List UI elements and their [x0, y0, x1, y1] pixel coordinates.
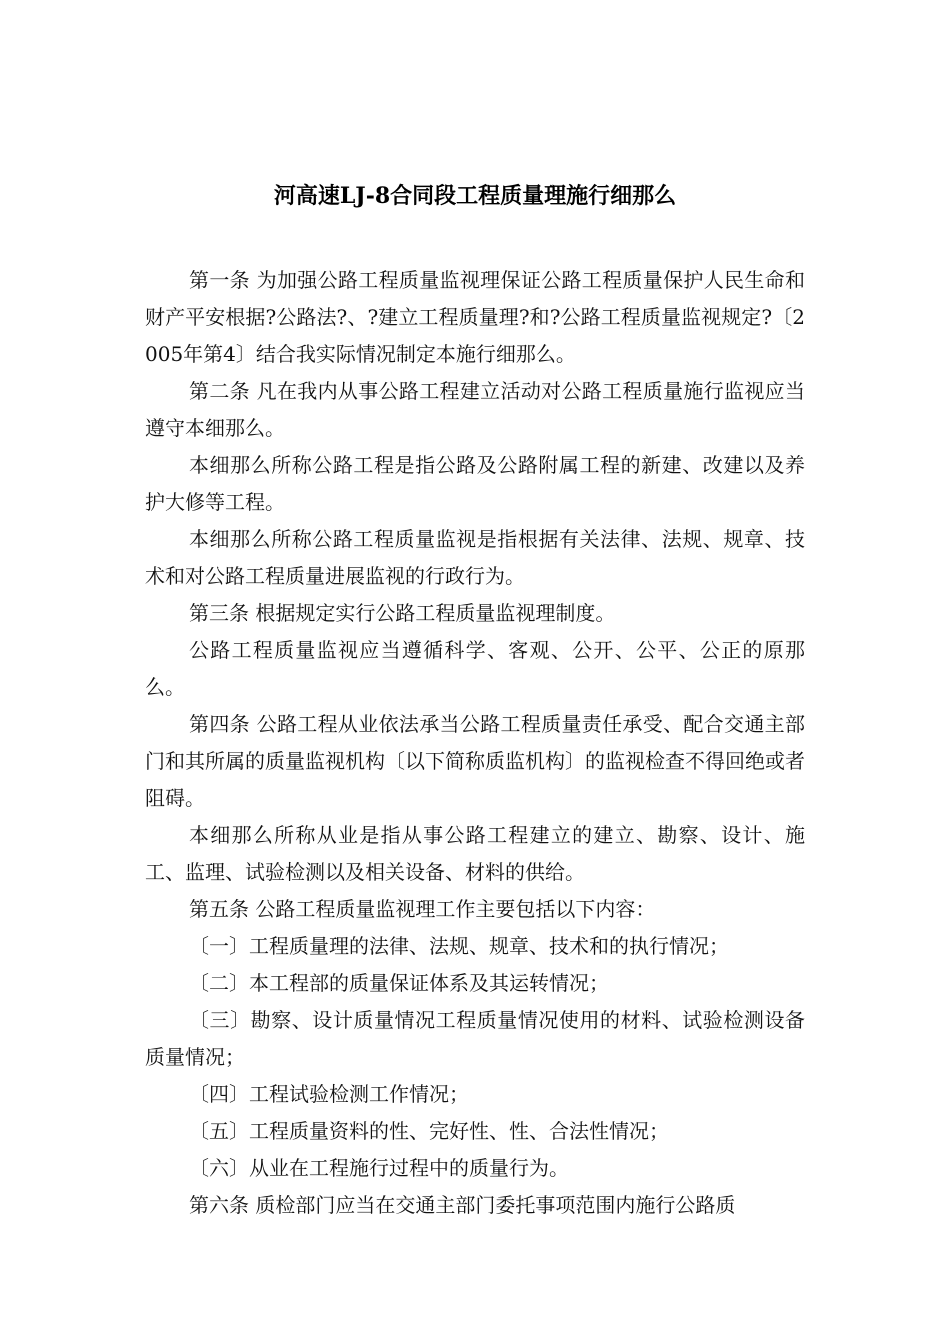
paragraph: 第六条 质检部门应当在交通主部门委托事项范围内施行公路质: [189, 1193, 736, 1217]
paragraph: 〔二〕本工程部的质量保证体系及其运转情况；: [189, 971, 609, 995]
paragraph: 〔六〕从业在工程施行过程中的质量行为。: [189, 1156, 569, 1180]
document-body: [145, 262, 805, 1224]
paragraph: 本细那么所称公路工程是指公路及公路附属工程的新建、改建以及养护大修等工程。: [145, 453, 805, 514]
paragraph: 第四条 公路工程从业依法承当公路工程质量责任承受、配合交通主部门和其所属的质量监视机构〔以下简称质监机构〕的监视检查不得回绝或者阻碍。: [145, 712, 805, 810]
paragraph: 第二条 凡在我内从事公路工程建立活动对公路工程质量施行监视应当遵守本细那么。: [145, 379, 805, 440]
paragraph: 第三条 根据规定实行公路工程质量监视理制度。: [189, 601, 616, 625]
paragraph: 〔一〕工程质量理的法律、法规、规章、技术和的执行情况；: [189, 934, 729, 958]
paragraph: 本细那么所称公路工程质量监视是指根据有关法律、法规、规章、技术和对公路工程质量进展监视的行政行为。: [145, 527, 805, 588]
paragraph: 第五条 公路工程质量监视理工作主要包括以下内容：: [189, 897, 656, 921]
paragraph: 〔五〕工程质量资料的性、完好性、性、合法性情况；: [189, 1119, 669, 1143]
paragraph: 第一条 为加强公路工程质量监视理保证公路工程质量保护人民生命和财产平安根据?公路法?、?建立工程质量理?和?公路工程质量监视规定?〔2005年第4〕结合我实际情况制定本施行细那么。: [145, 268, 805, 366]
paragraph: 〔三〕勘察、设计质量情况工程质量情况使用的材料、试验检测设备质量情况；: [145, 1008, 805, 1069]
document-title: 河高速LJ-8合同段工程质量理施行细那么: [273, 183, 677, 209]
paragraph: 〔四〕工程试验检测工作情况；: [189, 1082, 469, 1106]
paragraph: 本细那么所称从业是指从事公路工程建立的建立、勘察、设计、施工、监理、试验检测以及相关设备、材料的供给。: [145, 823, 805, 884]
paragraph: 公路工程质量监视应当遵循科学、客观、公开、公平、公正的原那么。: [145, 638, 805, 699]
